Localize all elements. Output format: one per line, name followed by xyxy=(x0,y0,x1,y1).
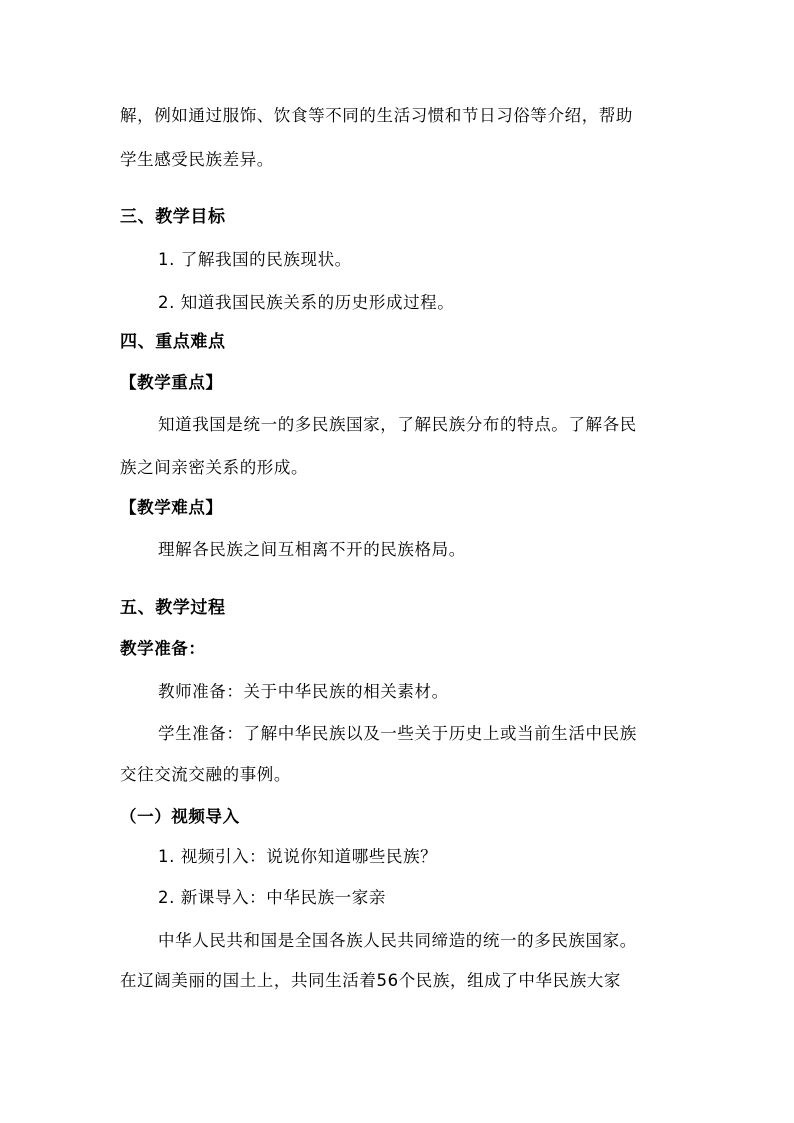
paragraph-line: 学生感受民族差异。 xyxy=(120,150,274,169)
paragraph-line: 教师准备：关于中华民族的相关素材。 xyxy=(158,682,449,701)
subheading-difficult-point: 【教学难点】 xyxy=(120,498,223,517)
paragraph-line: 知道我国是统一的多民族国家，了解民族分布的特点。了解各民 xyxy=(158,415,637,434)
list-item: 2. 知道我国民族关系的历史形成过程。 xyxy=(158,293,455,312)
paragraph-line: 交往交流交融的事例。 xyxy=(120,765,291,784)
list-item: 1. 视频引入：说说你知道哪些民族？ xyxy=(158,847,438,866)
section-heading-objectives: 三、教学目标 xyxy=(120,207,226,227)
paragraph-line: 在辽阔美丽的国土上，共同生活着56个民族，组成了中华民族大家 xyxy=(120,971,621,990)
paragraph-line: 学生准备：了解中华民族以及一些关于历史上或当前生活中民族 xyxy=(158,724,637,743)
paragraph-line: 解，例如通过服饰、饮食等不同的生活习惯和节日习俗等介绍，帮助 xyxy=(120,106,633,125)
subheading-preparation: 教学准备： xyxy=(120,639,206,658)
list-item: 2. 新课导入：中华民族一家亲 xyxy=(158,888,386,907)
list-item: 1. 了解我国的民族现状。 xyxy=(158,250,352,269)
section-heading-process: 五、教学过程 xyxy=(120,598,226,618)
subheading-key-point: 【教学重点】 xyxy=(120,373,223,392)
paragraph-line: 中华人民共和国是全国各族人民共同缔造的统一的多民族国家。 xyxy=(158,931,637,950)
paragraph-line: 理解各民族之间互相离不开的民族格局。 xyxy=(158,540,466,559)
paragraph-line: 族之间亲密关系的形成。 xyxy=(120,458,309,477)
section-heading-key-points: 四、重点难点 xyxy=(120,332,226,352)
subheading-video-intro: （一）视频导入 xyxy=(120,807,240,826)
